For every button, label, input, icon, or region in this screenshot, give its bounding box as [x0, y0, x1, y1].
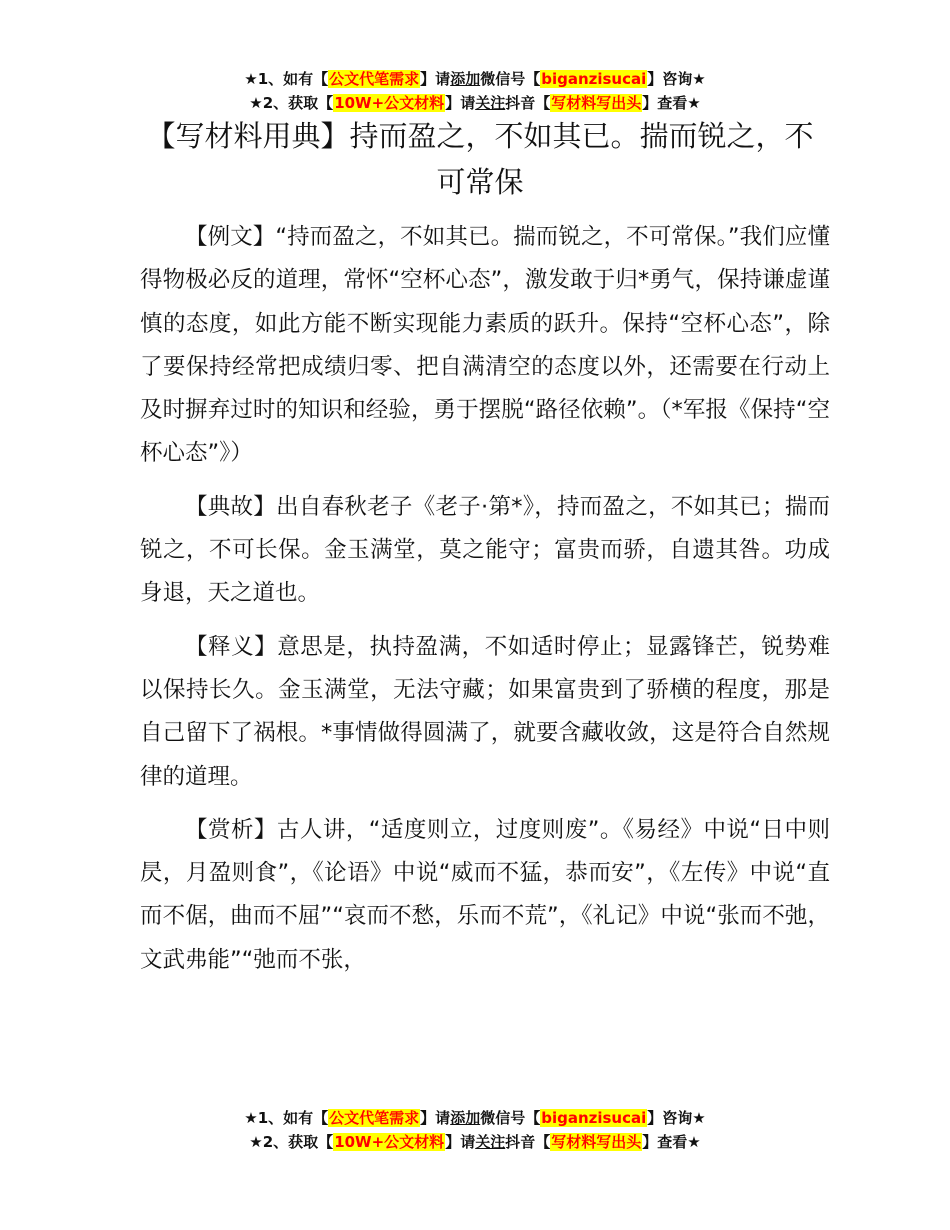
banner-highlight: 写材料写出头 [551, 1133, 642, 1151]
banner-highlight: 公文代笔需求 [329, 1109, 420, 1127]
footer-banner [0, 1106, 950, 1154]
banner-highlight: biganzisucai [541, 1109, 647, 1127]
banner-text: ★1、如有【 [244, 1109, 329, 1127]
banner-text: 抖音【 [505, 1133, 551, 1151]
banner-highlight: 10W+公文材料 [334, 94, 445, 112]
document-body [140, 216, 830, 992]
banner-text: 】请 [420, 70, 451, 88]
banner-text: 】请 [445, 1133, 476, 1151]
header-banner [0, 67, 950, 115]
banner-text: 】咨询★ [647, 1109, 706, 1127]
banner-text: 】请 [445, 94, 476, 112]
banner-underline: 添加 [450, 1109, 481, 1127]
paragraph-example: 【例文】“持而盈之，不如其已。揣而锐之，不可常保。”我们应懂得物极必反的道理，常怀“空杯心态”，激发敢于归*勇气，保持谦虚谨慎的态度，如此方能不断实现能力素质的跃升。保持“空杯心态”，除了要保持经常把成绩归零、把自满清空的态度以外，还需要在行动上及时摒弃过时的知识和经验，勇于摆脱“路径依赖”。（*军报《保持“空杯心态”》） [140, 224, 830, 467]
banner-underline: 添加 [450, 70, 481, 88]
banner-line-2 [0, 1130, 950, 1154]
banner-text: 】请 [420, 1109, 451, 1127]
banner-text: 微信号【 [480, 70, 541, 88]
banner-text: 微信号【 [480, 1109, 541, 1127]
banner-text: 】咨询★ [647, 70, 706, 88]
banner-text: 】查看★ [642, 94, 701, 112]
banner-underline: 关注 [475, 1133, 506, 1151]
banner-line-1 [0, 67, 950, 91]
paragraph-allusion: 【典故】出自春秋老子《老子·第*》，持而盈之，不如其已；揣而锐之，不可长保。金玉满堂，莫之能守；富贵而骄，自遗其咎。功成身退，天之道也。 [140, 493, 830, 607]
banner-text: ★1、如有【 [244, 70, 329, 88]
banner-text: 】查看★ [642, 1133, 701, 1151]
banner-highlight: 公文代笔需求 [329, 70, 420, 88]
banner-line-1 [0, 1106, 950, 1130]
banner-underline: 关注 [475, 94, 506, 112]
banner-highlight: 10W+公文材料 [334, 1133, 445, 1151]
banner-text: ★2、获取【 [249, 94, 334, 112]
paragraph-appreciation: 【赏析】古人讲，“适度则立，过度则废”。《易经》中说“日中则昃，月盈则食”，《论语》中说“威而不猛，恭而安”，《左传》中说“直而不倨，曲而不屈”“哀而不愁，乐而不荒”，《礼记》中说“张而不弛，文武弗能”“弛而不张， [140, 816, 830, 973]
paragraph-meaning: 【释义】意思是，执持盈满，不如适时停止；显露锋芒，锐势难以保持长久。金玉满堂，无法守藏；如果富贵到了骄横的程度，那是自己留下了祸根。*事情做得圆满了，就要含藏收敛，这是符合自然规律的道理。 [140, 633, 830, 790]
banner-highlight: 写材料写出头 [551, 94, 642, 112]
banner-highlight: biganzisucai [541, 70, 647, 88]
banner-line-2 [0, 91, 950, 115]
document-title: 【写材料用典】持而盈之，不如其已。揣而锐之，不可常保 [146, 119, 814, 199]
banner-text: 抖音【 [505, 94, 551, 112]
banner-text: ★2、获取【 [249, 1133, 334, 1151]
